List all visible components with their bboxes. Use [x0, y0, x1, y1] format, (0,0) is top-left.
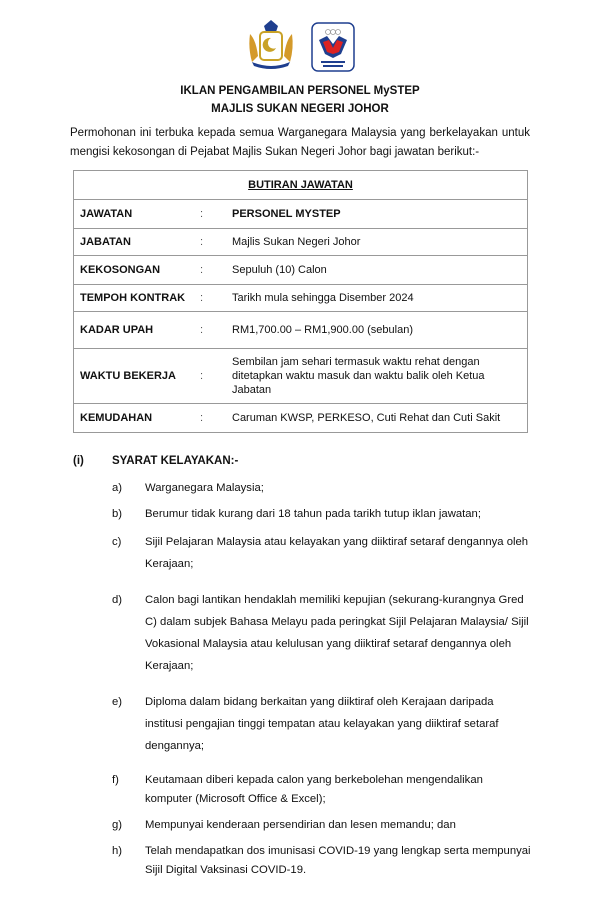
item-label: g) — [112, 819, 123, 831]
row-colon: : — [194, 404, 226, 433]
row-value: PERSONEL MYSTEP — [226, 200, 528, 229]
row-value: Caruman KWSP, PERKESO, Cuti Rehat dan Cuti Sakit — [226, 404, 528, 433]
row-value: RM1,700.00 – RM1,900.00 (sebulan) — [226, 312, 528, 349]
item-text: Berumur tidak kurang dari 18 tahun pada tarikh tutup iklan jawatan; — [145, 508, 481, 520]
row-colon: : — [194, 229, 226, 256]
table-row — [74, 200, 528, 229]
row-colon: : — [194, 200, 226, 229]
item-text: Sijil Pelajaran Malaysia atau kelayakan yang diiktiraf setaraf dengannya oleh Kerajaan; — [145, 536, 529, 570]
row-value: Sembilan jam sehari termasuk waktu rehat dengan ditetapkan waktu masuk dan waktu balik oleh Ketua Jabatan — [226, 349, 528, 404]
item-text: Warganegara Malaysia; — [145, 482, 264, 494]
item-label: c) — [112, 536, 122, 548]
list-item — [112, 531, 532, 575]
item-label: d) — [112, 594, 123, 606]
section-heading — [73, 453, 600, 469]
heading-line2: MAJLIS SUKAN NEGERI JOHOR — [211, 103, 389, 115]
item-label: h) — [112, 845, 123, 857]
item-text: Diploma dalam bidang berkaitan yang diiktiraf oleh Kerajaan daripada institusi pengajian tinggi tempatan atau kelayakan yang diiktiraf setaraf dengannya; — [145, 696, 499, 752]
list-item — [112, 691, 532, 757]
row-key: JAWATAN — [74, 200, 195, 229]
list-item — [112, 816, 532, 835]
row-key: KEMUDAHAN — [74, 404, 195, 433]
intro-paragraph: Permohonan ini terbuka kepada semua Warganegara Malaysia yang berkelayakan untuk mengisi kekosongan di Pejabat Majlis Sukan Negeri Johor bagi jawatan berikut:- — [70, 127, 530, 158]
list-item — [112, 589, 532, 677]
item-label: f) — [112, 774, 119, 786]
item-text: Telah mendapatkan dos imunisasi COVID-19 yang lengkap serta mempunyai Sijil Digital Vaksinasi COVID-19. — [145, 845, 531, 876]
row-colon: : — [194, 256, 226, 285]
row-colon: : — [194, 312, 226, 349]
section-title: SYARAT KELAYAKAN:- — [112, 455, 239, 467]
row-key: TEMPOH KONTRAK — [74, 285, 195, 312]
table-header: BUTIRAN JAWATAN — [74, 171, 528, 200]
row-colon: : — [194, 285, 226, 312]
table-row — [74, 256, 528, 285]
list-item — [112, 479, 532, 498]
row-value: Majlis Sukan Negeri Johor — [226, 229, 528, 256]
list-item — [112, 505, 532, 524]
row-key: JABATAN — [74, 229, 195, 256]
row-key: KADAR UPAH — [74, 312, 195, 349]
item-text: Keutamaan diberi kepada calon yang berkebolehan mengendalikan komputer (Microsoft Office & Excel); — [145, 774, 483, 805]
job-details-table — [73, 170, 528, 433]
table-row — [74, 404, 528, 433]
row-colon: : — [194, 349, 226, 404]
section-number: (i) — [73, 455, 84, 467]
item-label: e) — [112, 696, 123, 708]
item-text: Calon bagi lantikan hendaklah memiliki kepujian (sekurang-kurangnya Gred C) dalam subjek Bahasa Melayu pada peringkat Sijil Pelajaran Malaysia/ Sijil Vokasional Malaysia atau kelulusan yang diiktiraf setaraf dengannya oleh Kerajaan; — [145, 594, 529, 672]
item-label: a) — [112, 482, 123, 494]
table-row — [74, 349, 528, 404]
row-value: Tarikh mula sehingga Disember 2024 — [226, 285, 528, 312]
item-label: b) — [112, 508, 123, 520]
heading-line1: IKLAN PENGAMBILAN PERSONEL MySTEP — [180, 85, 420, 97]
table-row — [74, 312, 528, 349]
row-value: Sepuluh (10) Calon — [226, 256, 528, 285]
table-row — [74, 229, 528, 256]
list-item — [112, 771, 532, 809]
table-row — [74, 285, 528, 312]
row-key: WAKTU BEKERJA — [74, 349, 195, 404]
row-key: KEKOSONGAN — [74, 256, 195, 285]
item-text: Mempunyai kenderaan persendirian dan lesen memandu; dan — [145, 819, 456, 831]
